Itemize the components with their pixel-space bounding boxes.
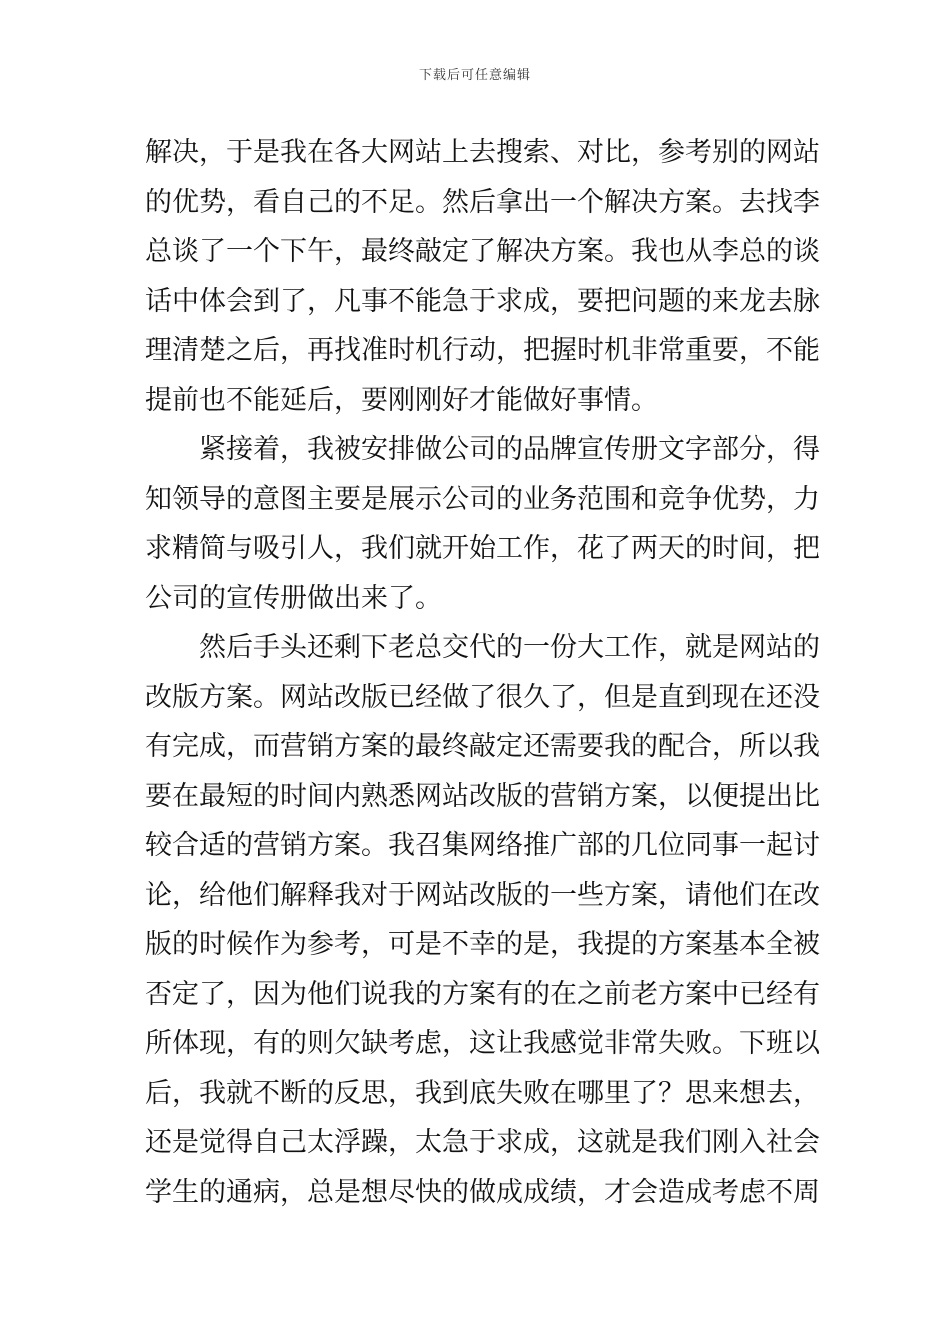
text-line: 否定了，因为他们说我的方案有的在之前老方案中已经有: [145, 978, 820, 1010]
text-line: 改版方案。网站改版已经做了很久了，但是直到现在还没: [145, 681, 820, 713]
text-line: 话中体会到了，凡事不能急于求成，要把问题的来龙去脉: [145, 285, 820, 317]
text-line: 提前也不能延后，要刚刚好才能做好事情。: [145, 384, 658, 416]
text-line: 然后手头还剩下老总交代的一份大工作，就是网站的: [199, 632, 820, 663]
page-header-note: 下载后可任意编辑: [418, 68, 531, 83]
text-line: 要在最短的时间内熟悉网站改版的营销方案，以便提出比: [145, 780, 820, 812]
text-line: 还是觉得自己太浮躁，太急于求成，这就是我们刚入社会: [145, 1127, 820, 1158]
text-line: 版的时候作为参考，可是不幸的是，我提的方案基本全被: [145, 929, 820, 960]
paragraph: [145, 623, 820, 1217]
text-line: 紧接着，我被安排做公司的品牌宣传册文字部分，得: [199, 434, 820, 465]
text-line: 公司的宣传册做出来了。: [145, 582, 442, 614]
text-line: 较合适的营销方案。我召集网络推广部的几位同事一起讨: [145, 830, 820, 861]
text-line: 有完成，而营销方案的最终敲定还需要我的配合，所以我: [145, 731, 820, 762]
text-line: 后，我就不断的反思，我到底失败在哪里了？思来想去，: [145, 1077, 820, 1109]
text-line: 学生的通病，总是想尽快的做成成绩，才会造成考虑不周: [145, 1176, 820, 1208]
text-line: 知领导的意图主要是展示公司的业务范围和竞争优势，力: [145, 483, 820, 515]
text-line: 论，给他们解释我对于网站改版的一些方案，请他们在改: [145, 879, 820, 911]
paragraph: [145, 425, 820, 623]
text-line: 理清楚之后，再找准时机行动，把握时机非常重要，不能: [145, 335, 820, 366]
paragraph: [145, 128, 820, 425]
text-line: 解决，于是我在各大网站上去搜索、对比，参考别的网站: [145, 137, 820, 168]
text-line: 求精简与吸引人，我们就开始工作，花了两天的时间，把: [145, 533, 820, 564]
text-line: 总谈了一个下午，最终敲定了解决方案。我也从李总的谈: [145, 236, 820, 267]
text-line: 的优势，看自己的不足。然后拿出一个解决方案。去找李: [145, 186, 820, 218]
text-line: 所体现，有的则欠缺考虑，这让我感觉非常失败。下班以: [145, 1028, 820, 1059]
document-body: [145, 128, 820, 1217]
